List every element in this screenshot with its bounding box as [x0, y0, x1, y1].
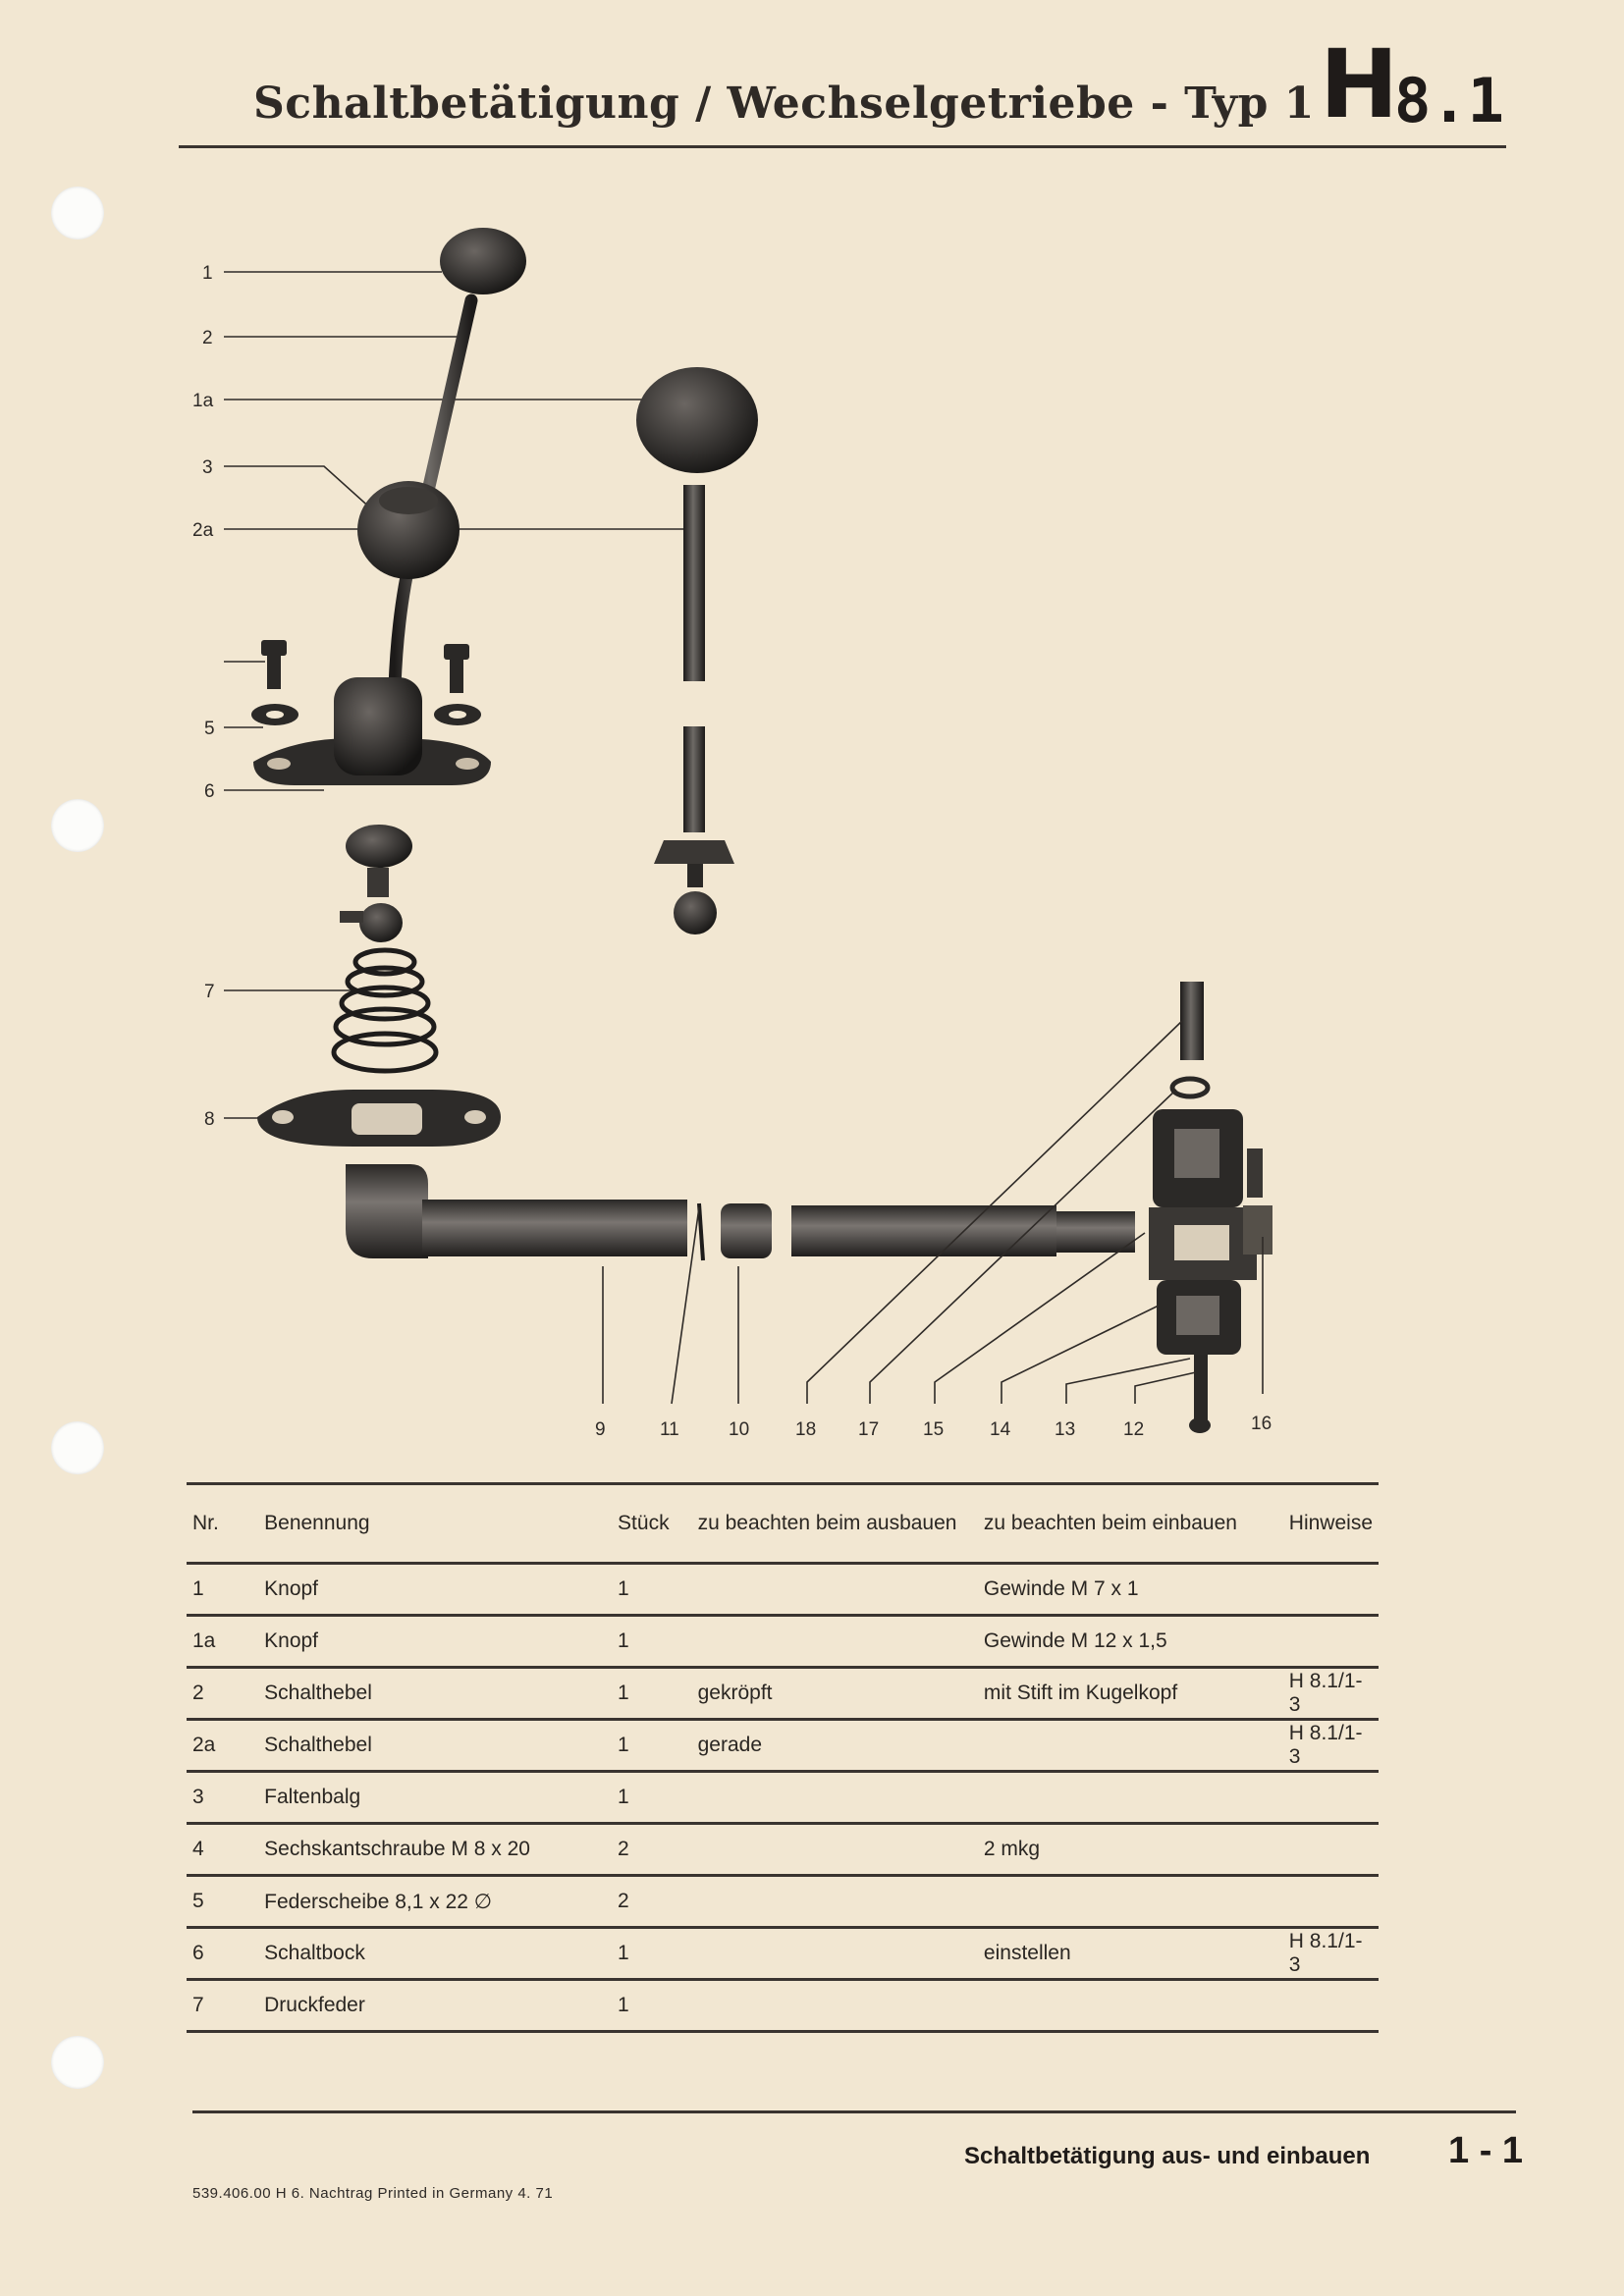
cell-benennung: Knopf [258, 1616, 612, 1668]
cell-stueck: 1 [612, 1668, 692, 1720]
table-row [187, 1928, 1379, 1980]
cell-einbauen [978, 1876, 1283, 1928]
cell-ausbauen: gerade [692, 1720, 978, 1772]
gearshift-housing [253, 677, 491, 785]
cell-einbauen: Gewinde M 7 x 1 [978, 1564, 1283, 1616]
parts-table [187, 1482, 1379, 2033]
section-number: 8.1 [1394, 65, 1504, 136]
callout-9: 9 [595, 1419, 606, 1440]
cell-hinweise [1283, 1616, 1379, 1668]
cell-hinweise [1283, 1876, 1379, 1928]
cell-nr: 1 [187, 1564, 258, 1616]
cell-stueck: 1 [612, 1980, 692, 2032]
cell-einbauen: einstellen [978, 1928, 1283, 1980]
cell-nr: 4 [187, 1824, 258, 1876]
callout-18: 18 [795, 1419, 817, 1440]
cell-benennung: Druckfeder [258, 1980, 612, 2032]
cell-einbauen [978, 1720, 1283, 1772]
cell-nr: 2a [187, 1720, 258, 1772]
table-row [187, 1564, 1379, 1616]
cell-stueck: 1 [612, 1772, 692, 1824]
header-benennung: Benennung [258, 1484, 612, 1564]
cell-hinweise: H 8.1/1-3 [1283, 1720, 1379, 1772]
knob-large [636, 367, 758, 473]
cell-nr: 1a [187, 1616, 258, 1668]
callout-3: 3 [202, 457, 213, 478]
cell-stueck: 1 [612, 1616, 692, 1668]
callout-6: 6 [204, 781, 215, 802]
cell-benennung: Schalthebel [258, 1720, 612, 1772]
table-row [187, 1772, 1379, 1824]
cell-hinweise [1283, 1980, 1379, 2032]
table-row [187, 1824, 1379, 1876]
cell-einbauen: mit Stift im Kugelkopf [978, 1668, 1283, 1720]
callout-16: 16 [1251, 1414, 1272, 1434]
cell-nr: 3 [187, 1772, 258, 1824]
table-row [187, 1980, 1379, 2032]
cell-ausbauen [692, 1980, 978, 2032]
header-hinweise: Hinweise [1283, 1484, 1379, 1564]
cell-nr: 2 [187, 1668, 258, 1720]
knob-small [440, 228, 526, 294]
shift-lever-straight [654, 485, 734, 934]
header-ausbauen: zu beachten beim ausbauen [692, 1484, 978, 1564]
callout-15: 15 [923, 1419, 945, 1440]
header-nr: Nr. [187, 1484, 258, 1564]
cell-einbauen: Gewinde M 12 x 1,5 [978, 1616, 1283, 1668]
callout-1: 1 [202, 263, 213, 284]
cell-stueck: 2 [612, 1824, 692, 1876]
cell-ausbauen [692, 1824, 978, 1876]
cell-hinweise: H 8.1/1-3 [1283, 1928, 1379, 1980]
footer-section-title: Schaltbetätigung aus- und einbauen [964, 2143, 1371, 2169]
cell-stueck: 1 [612, 1928, 692, 1980]
cell-ausbauen: gekröpft [692, 1668, 978, 1720]
cell-benennung: Knopf [258, 1564, 612, 1616]
cell-ausbauen [692, 1564, 978, 1616]
cell-hinweise: H 8.1/1-3 [1283, 1668, 1379, 1720]
header-stueck: Stück [612, 1484, 692, 1564]
callout-13: 13 [1055, 1419, 1076, 1440]
section-letter: H [1320, 29, 1399, 139]
callout-2a: 2a [192, 520, 214, 541]
cell-einbauen [978, 1772, 1283, 1824]
callout-12: 12 [1123, 1419, 1145, 1440]
cell-einbauen [978, 1980, 1283, 2032]
cell-benennung: Schalthebel [258, 1668, 612, 1720]
cell-benennung: Faltenbalg [258, 1772, 612, 1824]
cell-ausbauen [692, 1876, 978, 1928]
callout-10: 10 [729, 1419, 750, 1440]
page-number: 1 - 1 [1448, 2130, 1524, 2171]
footer-rule [192, 2110, 1516, 2113]
callouts-left [192, 263, 215, 1130]
callout-7: 7 [204, 982, 215, 1002]
cell-stueck: 1 [612, 1564, 692, 1616]
callouts-bottom [595, 1414, 1272, 1440]
compression-spring [334, 950, 436, 1071]
callout-17: 17 [858, 1419, 880, 1440]
cell-hinweise [1283, 1564, 1379, 1616]
cell-ausbauen [692, 1616, 978, 1668]
table-row [187, 1616, 1379, 1668]
cell-nr: 5 [187, 1876, 258, 1928]
cell-ausbauen [692, 1928, 978, 1980]
callout-1a: 1a [192, 391, 214, 411]
shift-rod-assembly [346, 982, 1272, 1433]
cell-einbauen: 2 mkg [978, 1824, 1283, 1876]
footer-code: 539.406.00 H 6. Nachtrag Printed in Germany 4. 71 [192, 2185, 554, 2202]
cell-stueck: 1 [612, 1720, 692, 1772]
callout-11: 11 [660, 1419, 679, 1440]
table-row [187, 1876, 1379, 1928]
cell-nr: 7 [187, 1980, 258, 2032]
callout-5: 5 [204, 719, 215, 739]
cell-hinweise [1283, 1824, 1379, 1876]
table-row [187, 1720, 1379, 1772]
callout-14: 14 [990, 1419, 1011, 1440]
cell-stueck: 2 [612, 1876, 692, 1928]
table-header-row [187, 1484, 1379, 1564]
cell-nr: 6 [187, 1928, 258, 1980]
cell-benennung: Federscheibe 8,1 x 22 ∅ [258, 1876, 612, 1928]
cell-hinweise [1283, 1772, 1379, 1824]
ball-socket [346, 825, 412, 868]
callout-2: 2 [202, 328, 213, 348]
table-row [187, 1668, 1379, 1720]
cell-ausbauen [692, 1772, 978, 1824]
cell-benennung: Sechskantschraube M 8 x 20 [258, 1824, 612, 1876]
punch-hole [51, 2036, 104, 2089]
page-title: Schaltbetätigung / Wechselgetriebe - Typ 1 [253, 79, 1315, 129]
cell-benennung: Schaltbock [258, 1928, 612, 1980]
callout-8: 8 [204, 1109, 215, 1130]
leader-lines-left [224, 272, 687, 1118]
header-einbauen: zu beachten beim einbauen [978, 1484, 1283, 1564]
